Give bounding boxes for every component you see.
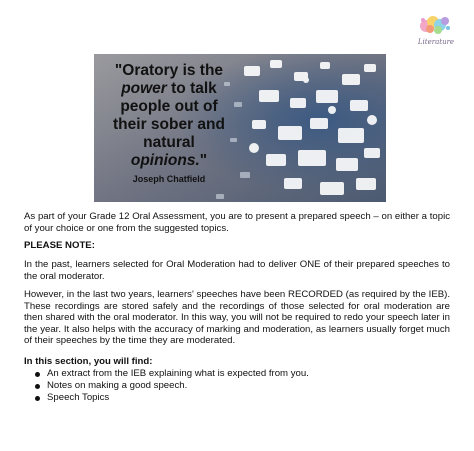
quote-line-4: their sober and	[113, 116, 225, 133]
quote-line-3: people out of	[120, 98, 218, 115]
quote-line-2-rest: to talk	[166, 80, 217, 97]
quote-emphasis-opinions: opinions.	[130, 152, 200, 169]
list-item	[32, 368, 309, 380]
literature-logo	[414, 14, 458, 54]
hero-quote	[94, 62, 244, 170]
logo-text: Literature	[417, 38, 455, 46]
intro-paragraph: As part of your Grade 12 Oral Assessment, you are to present a prepared speech – on either a topic of your choice or one from the suggested topics.	[24, 211, 450, 234]
note-heading: PLEASE NOTE:	[24, 240, 95, 251]
bullet-icon	[35, 372, 40, 377]
paint-splash-logo-icon	[418, 14, 452, 36]
quote-line-1: "Oratory is the	[114, 62, 224, 79]
list-item	[32, 392, 309, 404]
list-item	[32, 380, 309, 392]
list-item-text: Speech Topics	[47, 392, 110, 403]
quote-author: Joseph Chatfield	[132, 174, 206, 184]
note-paragraph-1: In the past, learners selected for Oral Moderation had to deliver ONE of their prepared speeches to the oral moderator.	[24, 259, 450, 282]
list-item-text: Notes on making a good speech.	[47, 380, 188, 391]
quote-emphasis-power: power	[121, 80, 167, 97]
section-list	[32, 368, 309, 404]
note-paragraph-2: However, in the last two years, learners' speeches have been RECORDED (as required by the IEB). These recordings are stored safely and the recordings of those selected for oral moderation are then shared with the oral moderator. In this way, you will not be required to redo your speech later in the year. It also helps with the accuracy of marking and moderation, as learners usually forget much of their speeches by the time they are moderated.	[24, 289, 450, 347]
hero-image	[94, 54, 386, 202]
bullet-icon	[35, 396, 40, 401]
quote-line-6-rest: "	[199, 152, 208, 169]
quote-line-5: natural	[143, 134, 195, 151]
list-item-text: An extract from the IEB explaining what is expected from you.	[47, 368, 309, 379]
section-heading: In this section, you will find:	[24, 356, 153, 367]
quote-line-6	[94, 152, 244, 170]
quote-line-2	[94, 80, 244, 98]
bullet-icon	[35, 384, 40, 389]
